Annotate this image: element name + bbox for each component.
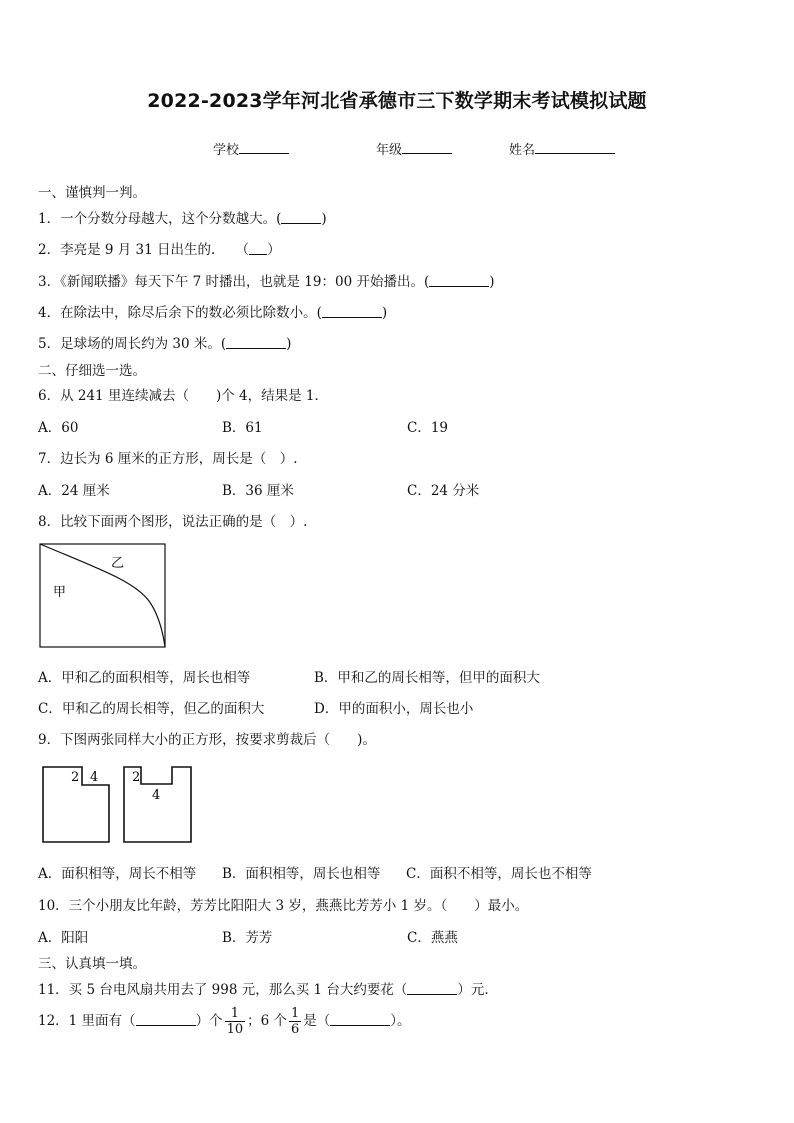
q8-option-d[interactable]: D．甲的面积小，周长也小 (314, 701, 474, 717)
grade-label: 年级 (376, 143, 403, 158)
q9-option-a[interactable]: A．面积相等，周长不相等 (38, 866, 197, 882)
q7-option-a[interactable]: A．24 厘米 (38, 483, 110, 499)
q6-option-c[interactable]: C．19 (407, 420, 449, 436)
q9-option-c[interactable]: C．面积不相等，周长也不相等 (406, 866, 592, 882)
school-label: 学校 (213, 143, 240, 158)
section-1-heading: 一、谨慎判一判。 (38, 185, 146, 201)
q9-right-label-2: 2 (132, 770, 141, 785)
grade-field (376, 139, 452, 158)
answer-blank-11[interactable] (407, 981, 457, 995)
question-8: 8．比较下面两个图形，说法正确的是（ ）. (38, 514, 308, 530)
q9-left-label-4: 4 (90, 770, 99, 785)
question-1: 1．一个分数分母越大，这个分数越大。( ) (38, 211, 327, 227)
q8-option-a[interactable]: A．甲和乙的面积相等，周长也相等 (38, 670, 251, 686)
q6-option-b[interactable]: B．61 (222, 420, 263, 436)
answer-blank-12a[interactable] (136, 1012, 196, 1026)
school-field (213, 139, 289, 158)
q9-right-label-4: 4 (152, 788, 161, 803)
fraction-1-6: $\frac{1}{6}$ (291, 1006, 300, 1037)
question-7: 7．边长为 6 厘米的正方形，周长是（ ）. (38, 451, 298, 467)
answer-blank-4[interactable] (322, 304, 382, 318)
q10-option-a[interactable]: A．阳阳 (38, 930, 89, 946)
question-3: 3．《新闻联播》每天下午 7 时播出，也就是 19：00 开始播出。( ) (38, 274, 495, 290)
answer-blank-5[interactable] (226, 335, 286, 349)
answer-blank-1[interactable] (281, 210, 321, 224)
q7-option-c[interactable]: C．24 分米 (407, 483, 480, 499)
question-5: 5．足球场的周长约为 30 米。( ) (38, 336, 292, 352)
q8-label-jia: 甲 (53, 585, 67, 600)
question-6: 6．从 241 里连续减去（ )个 4，结果是 1． (38, 388, 328, 404)
q8-label-yi: 乙 (111, 556, 125, 571)
q10-option-c[interactable]: C．燕燕 (407, 930, 458, 946)
question-11: 11．买 5 台电风扇共用去了 998 元，那么买 1 台大约要花（ ）元. (38, 982, 489, 998)
fraction-1-10: $\frac{1}{10}$ (226, 1006, 244, 1037)
section-3-heading: 三、认真填一填。 (38, 956, 146, 972)
q9-figure (40, 763, 200, 845)
question-2: 2．李亮是 9 月 31 日出生的. （ ） (38, 242, 281, 258)
q6-option-a[interactable]: A．60 (38, 420, 79, 436)
name-blank[interactable] (535, 139, 615, 154)
q8-figure (39, 543, 169, 649)
q10-option-b[interactable]: B．芳芳 (222, 930, 273, 946)
q8-option-b[interactable]: B．甲和乙的周长相等，但甲的面积大 (314, 670, 540, 686)
section-2-heading: 二、仔细选一选。 (38, 363, 146, 379)
question-12: 12．1 里面有（ ）个 $\frac{1}{10}$ ；6 个 $\frac{1}{6}$ 是（ ）。 (38, 1006, 411, 1037)
q8-option-c[interactable]: C．甲和乙的周长相等，但乙的面积大 (38, 701, 265, 717)
question-10: 10．三个小朋友比年龄，芳芳比阳阳大 3 岁，燕燕比芳芳小 1 岁。（ ）最小。 (38, 898, 529, 914)
school-blank[interactable] (239, 139, 289, 154)
grade-blank[interactable] (402, 139, 452, 154)
q7-option-b[interactable]: B．36 厘米 (222, 483, 294, 499)
q9-option-b[interactable]: B．面积相等，周长也相等 (222, 866, 381, 882)
answer-blank-3[interactable] (429, 273, 489, 287)
q9-left-label-2: 2 (71, 770, 80, 785)
exam-title: 2022-2023学年河北省承德市三下数学期末考试模拟试题 (147, 90, 647, 112)
answer-blank-2[interactable] (249, 241, 267, 255)
name-field (509, 139, 615, 158)
question-9: 9．下图两张同样大小的正方形，按要求剪裁后（ )。 (38, 732, 376, 748)
answer-blank-12b[interactable] (330, 1012, 390, 1026)
question-4: 4．在除法中，除尽后余下的数必须比除数小。( ) (38, 305, 388, 321)
name-label: 姓名 (509, 143, 536, 158)
